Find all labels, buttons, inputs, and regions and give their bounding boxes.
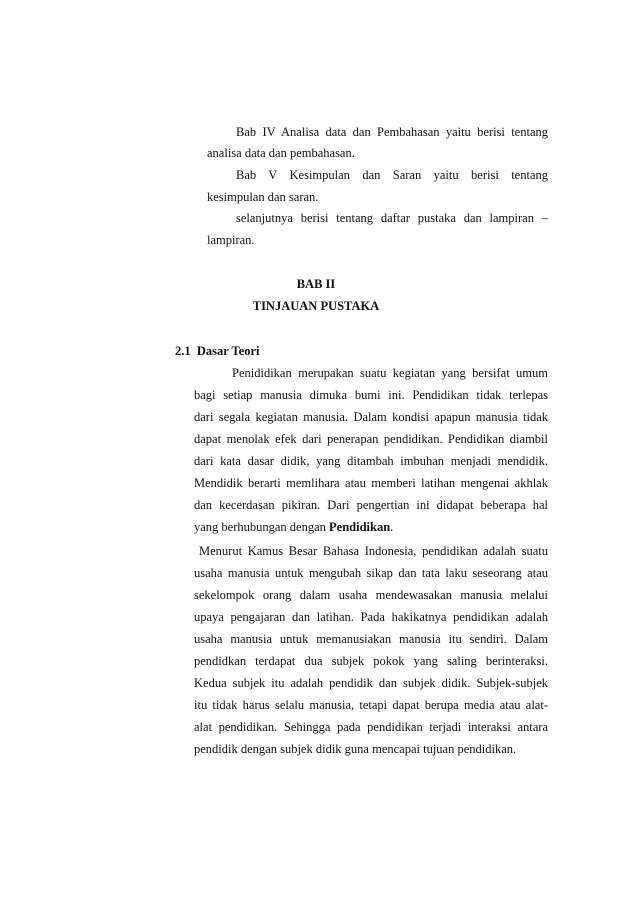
- para2-line5: usaha manusia untuk memanusiakan manusia itu sendiri. Dalam: [194, 632, 548, 646]
- para1-line4: dapat menolak efek dari penerapan pendidikan. Pendidikan diambil: [194, 432, 548, 446]
- para2-line4: upaya pengajaran dan latihan. Pada hakikatnya pendidikan adalah: [194, 610, 548, 624]
- para2-line7: Kedua subjek itu adalah pendidik dan subjek didik. Subjek-subjek: [194, 676, 548, 690]
- para2-line6: pendidkan terdapat dua subjek pokok yang saling berinteraksi.: [194, 654, 548, 668]
- chapter-title: TINJAUAN PUSTAKA: [252, 299, 380, 313]
- para2-line1: Menurut Kamus Besar Bahasa Indonesia, pendidikan adalah suatu: [199, 544, 548, 558]
- para2-line2: usaha manusia untuk mengubah sikap dan tata laku seseorang atau: [194, 566, 548, 580]
- para1-line8: [194, 519, 393, 535]
- para2-line8: itu tidak harus selalu manusia, tetapi dapat berupa media atau alat-: [194, 698, 548, 712]
- intro-para2-line1: Bab V Kesimpulan dan Saran yaitu berisi tentang: [236, 168, 548, 182]
- intro-para2-line2: kesimpulan dan saran.: [207, 190, 319, 204]
- para2-line9: alat pendidikan. Sehingga pada pendidikan terjadi interaksi antara: [194, 720, 548, 734]
- para1-line7: dan kecerdasan pikiran. Dari pengertian ini didapat beberapa hal: [194, 498, 548, 512]
- para1-line6: Mendidik berarti memlihara atau memberi latihan mengenai akhlak: [194, 476, 548, 490]
- intro-para3-line1: selanjutnya berisi tentang daftar pustaka dan lampiran –: [236, 211, 548, 225]
- para1-line2: bagi setiap manusia dimuka bumi ini. Pendidikan tidak terlepas: [194, 388, 548, 402]
- intro-para1-line1: Bab IV Analisa data dan Pembahasan yaitu berisi tentang: [236, 125, 548, 139]
- intro-para3-line2: lampiran.: [207, 233, 255, 247]
- para1-last-suffix: .: [390, 520, 394, 534]
- section-heading: [175, 343, 260, 359]
- para1-line1: Penididikan merupakan suatu kegiatan yang bersifat umum: [232, 366, 548, 380]
- para1-line3: dari segala kegiatan manusia. Dalam kondisi apapun manusia tidak: [194, 410, 548, 424]
- chapter-number: BAB II: [296, 277, 336, 291]
- para2-line3: sekelompok orang dalam usaha mendewasakan manusia melalui: [194, 588, 548, 602]
- section-number: 2.1: [175, 344, 191, 358]
- para1-last-prefix: yang berhubungan dengan: [194, 520, 330, 534]
- section-title: Dasar Teori: [196, 344, 260, 358]
- para2-line10: pendidik dengan subjek didik guna mencapai tujuan pendidikan.: [194, 742, 517, 756]
- para1-line5: dari kata dasar didik, yang ditambah imbuhan menjadi mendidik.: [194, 454, 548, 468]
- intro-para1-line2: analisa data dan pembahasan.: [207, 146, 355, 160]
- pendidikan-keyword: Pendidikan: [329, 520, 391, 534]
